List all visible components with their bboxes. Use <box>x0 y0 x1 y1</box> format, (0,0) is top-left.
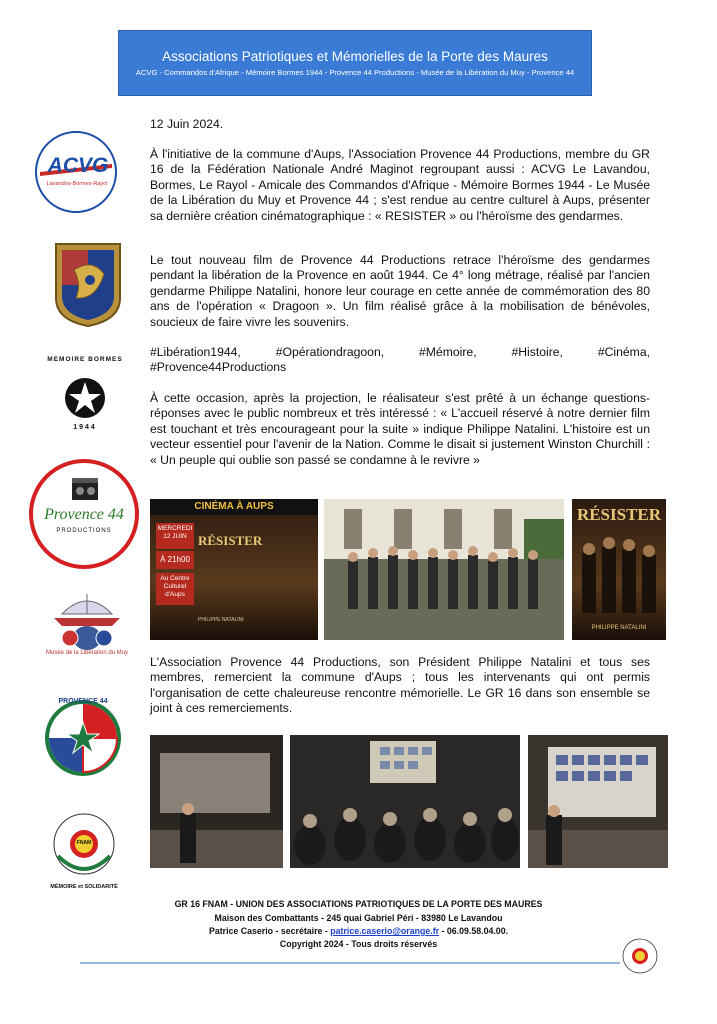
cinema-aups-poster <box>150 499 318 640</box>
acvg-logo-sub: Lavandou-Bormes-Rayol <box>46 181 108 187</box>
poster-band: CINÉMA À AUPS <box>150 499 318 515</box>
group-photo <box>324 499 564 640</box>
memoire-logo-year: 1944 <box>73 424 97 431</box>
header-title: Associations Patriotiques et Mémorielles de la Porte des Maures <box>162 49 548 64</box>
footer-email-link[interactable]: patrice.caserio@orange.fr <box>330 926 440 936</box>
memoire-bormes-logo <box>40 352 130 442</box>
footer-divider <box>80 962 620 964</box>
provence44-logo-name: Provence 44 <box>44 506 124 523</box>
event-photo-speaker-right <box>528 735 668 868</box>
fnam-logo-center: FNAM <box>76 840 92 846</box>
poster-title: RÉSISTER <box>198 533 263 548</box>
musee-logo-icon <box>42 588 132 668</box>
provence44-shield-icon <box>40 692 126 780</box>
poster-time: À 21h00 <box>156 551 194 569</box>
memoire-logo-top: MEMOIRE BORMES <box>47 356 123 363</box>
footer-phone: - 06.09.58.04.00. <box>439 926 509 936</box>
article-paragraph-2 <box>150 253 650 330</box>
article-paragraph-4 <box>150 391 650 468</box>
provence44-logo-sub: PRODUCTIONS <box>56 528 112 534</box>
footer-fnam-logo <box>620 936 660 976</box>
musee-logo-text: Musée de la Libération du Muy <box>45 650 129 656</box>
commandos-badge <box>52 240 124 328</box>
footer-line-2: Maison des Combattants - 245 quai Gabriel Péri - 83980 Le Lavandou <box>214 913 503 923</box>
audience-photo-image <box>290 735 520 868</box>
paragraph-text: L'Association Provence 44 Productions, son Président Philippe Natalini et tous ses membres, remercient la commune d'Aups ; tous les intervenants qui ont permis l'organisation de cette chaleureuse rencontre mémorielle. Le GR 16 dans son ensemble se joint à ces remerciements. <box>150 655 650 716</box>
badge-icon <box>52 240 124 328</box>
article-paragraph-1 <box>150 147 650 224</box>
musee-liberation-muy-logo <box>42 588 132 668</box>
poster-place: Au Centre Culturel d'Aups <box>156 573 194 605</box>
acvg-logo-text: ACVG <box>47 154 109 177</box>
footer-copyright: Copyright 2024 - Tous droits réservés <box>279 939 438 949</box>
article-hashtags <box>150 345 650 376</box>
event-photo-image <box>528 735 668 868</box>
acvg-logo <box>28 128 124 218</box>
resister-poster-figures <box>572 533 666 623</box>
date-text: 12 Juin 2024. <box>150 117 224 131</box>
provence44-association-logo <box>40 692 126 780</box>
resister-poster-director: PHILIPPE NATALINI <box>591 625 647 631</box>
resister-poster <box>572 499 666 640</box>
hashtags-text: #Libération1944, #Opérationdragoon, #Mémoire, #Histoire, #Cinéma, #Provence44Productions <box>150 345 650 375</box>
resister-poster-title: RÉSISTER <box>576 505 662 524</box>
poster-director: PHILIPPE NATALINI <box>198 617 244 623</box>
page-header <box>118 30 592 96</box>
event-photo-image <box>150 735 283 868</box>
article-date <box>150 117 650 132</box>
footer-line-1: GR 16 FNAM - UNION DES ASSOCIATIONS PATRIOTIQUES DE LA PORTE DES MAURES <box>174 899 543 909</box>
group-photo-image <box>324 499 564 640</box>
header-subtitle: ACVG - Commandos d'Afrique - Mémoire Bormes 1944 - Provence 44 Productions - Musée de la Libération du Muy - Provence 44 <box>135 68 575 77</box>
poster-date: MERCREDI 12 JUIN <box>156 523 194 549</box>
provence44-assoc-name: PROVENCE 44 <box>58 698 108 705</box>
paragraph-text: À l'initiative de la commune d'Aups, l'Association Provence 44 Productions, membre du GR 16 de la Fédération Nationale André Maginot regroupant aussi : ACVG Le Lavandou, Bormes, Le Rayol - Amicale des Commandos d'Afrique - Mémoire Bormes 1944 - Le Musée de la Libération du Muy et Provence 44 ; s'est rendue au centre culturel à Aups, présenter sa dernière création cinématographique : « RESISTER » ou l'héroïsme des gendarmes. <box>150 147 650 223</box>
paragraph-text: Le tout nouveau film de Provence 44 Productions retrace l'héroïsme des gendarmes pendant la libération de la Provence en août 1944. Ce 4° long métrage, réalisé par l'ancien gendarme Philippe Natalini, honore leur courage en cette année de commémoration des 80 ans de l'opération « Dragoon ». Un film réalisé grâce à la mobilisation de bénévoles, soucieux de faire vivre les souvenirs. <box>150 253 650 329</box>
fnam-small-icon <box>620 936 660 976</box>
footer-contact <box>0 925 717 938</box>
fnam-logo-sub: MÉMOIRE et SOLIDARITÉ <box>50 884 118 890</box>
article-paragraph-5 <box>150 655 650 717</box>
event-photo-speaker-left <box>150 735 283 868</box>
event-photo-audience <box>290 735 520 868</box>
provence44-productions-logo <box>28 458 140 570</box>
footer-contact-name: Patrice Caserio - secrétaire - <box>208 926 331 936</box>
paragraph-text: À cette occasion, après la projection, le réalisateur s'est prêté à un échange questions-réponses avec le public nombreux et très intéressé : « L'accueil réservé à notre dernier film est touchant et très encourageant pour la suite » indique Philippe Natalini. L'histoire est un vecteur essentiel pour l'avenir de la Nation. Comme le disait si justement Winston Churchill : « Un peuple qui oublie son passé se condamne à le revivre » <box>150 391 650 467</box>
fnam-logo <box>44 806 124 896</box>
